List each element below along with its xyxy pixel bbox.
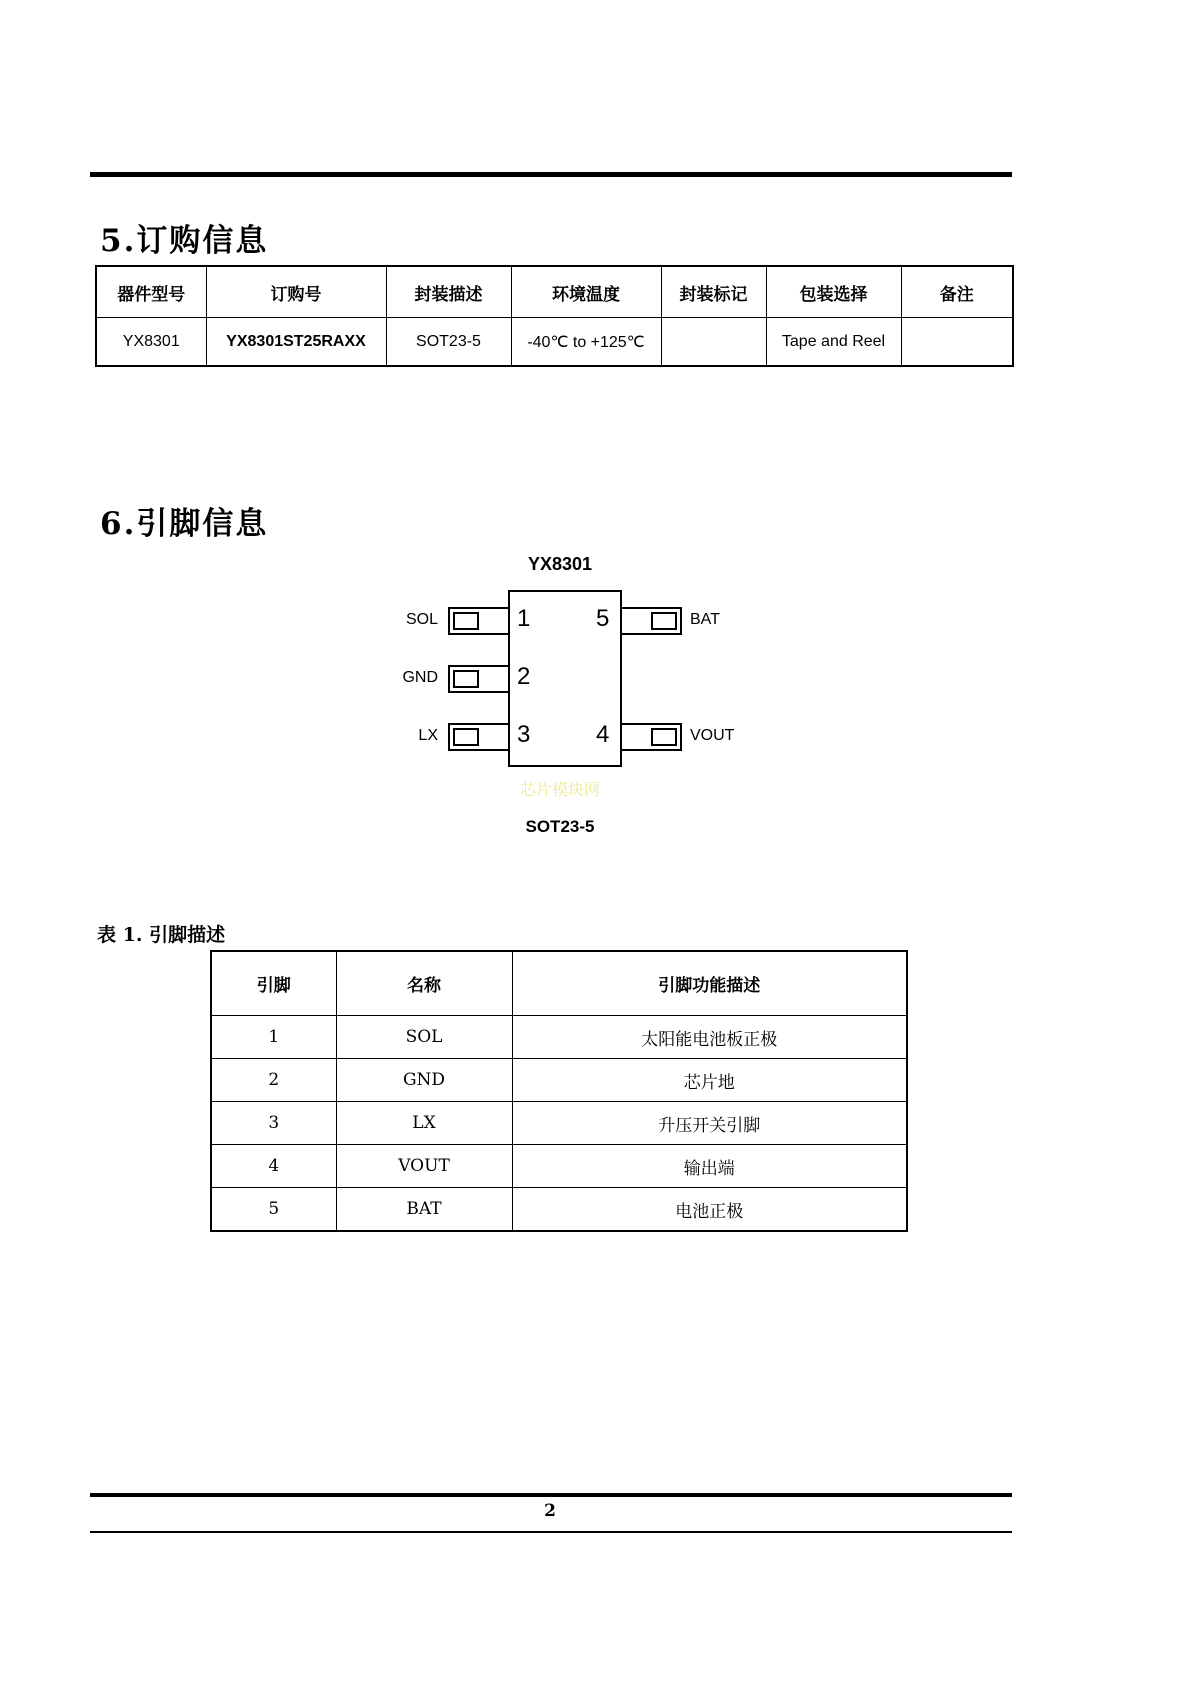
pin-5-lead-inner	[651, 612, 677, 630]
pin-2-number: 2	[517, 663, 531, 690]
cell-pin: 3	[211, 1102, 336, 1145]
pin-label-bat: BAT	[690, 611, 720, 628]
cell-name: GND	[336, 1059, 512, 1102]
table-row	[211, 1145, 907, 1188]
cell-packing-option: Tape and Reel	[766, 318, 901, 367]
col-header-function: 引脚功能描述	[512, 951, 907, 1016]
cell-package-mark	[661, 318, 766, 367]
ordering-info-table	[95, 265, 1014, 367]
cell-desc: 电池正极	[512, 1188, 907, 1232]
cell-ambient-temp: -40℃ to +125℃	[511, 318, 661, 367]
pin-table-caption: 表 1. 引脚描述	[97, 924, 226, 946]
footer-rule-top	[90, 1493, 1012, 1497]
col-header-remark: 备注	[901, 266, 1013, 318]
pin-3-number: 3	[517, 721, 531, 748]
cell-part-number: YX8301	[96, 318, 206, 367]
pin-3-lead	[448, 723, 510, 751]
cell-pin: 2	[211, 1059, 336, 1102]
cell-name: LX	[336, 1102, 512, 1145]
ordering-table-header-row	[96, 266, 1013, 318]
col-header-package-mark: 封装标记	[661, 266, 766, 318]
pin-description-table	[210, 950, 908, 1232]
pin-label-gnd: GND	[402, 669, 438, 686]
col-header-packing-option: 包装选择	[766, 266, 901, 318]
pin-label-sol: SOL	[405, 611, 438, 628]
col-header-part-number: 器件型号	[96, 266, 206, 318]
cell-desc: 输出端	[512, 1145, 907, 1188]
cell-desc: 太阳能电池板正极	[512, 1016, 907, 1059]
page-number: 2	[544, 1501, 556, 1521]
pin-1-lead	[448, 607, 510, 635]
pin-2-lead-inner	[453, 670, 479, 688]
pin-4-lead	[620, 723, 682, 751]
pin-4-number: 4	[596, 721, 610, 748]
cell-name: SOL	[336, 1016, 512, 1059]
section-5-title: 5.订购信息	[100, 223, 269, 259]
cell-pin: 5	[211, 1188, 336, 1232]
pin-table-header-row	[211, 951, 907, 1016]
footer-rule-bottom	[90, 1531, 1012, 1533]
cell-desc: 升压开关引脚	[512, 1102, 907, 1145]
table-row	[211, 1188, 907, 1232]
pin-5-lead	[620, 607, 682, 635]
cell-desc: 芯片地	[512, 1059, 907, 1102]
cell-name: BAT	[336, 1188, 512, 1232]
ordering-table-data-row	[96, 318, 1013, 367]
table-row	[211, 1059, 907, 1102]
col-header-name: 名称	[336, 951, 512, 1016]
cell-package-desc: SOT23-5	[386, 318, 511, 367]
cell-pin: 4	[211, 1145, 336, 1188]
cell-remark	[901, 318, 1013, 367]
pin-2-lead	[448, 665, 510, 693]
cell-pin: 1	[211, 1016, 336, 1059]
pin-1-number: 1	[517, 605, 531, 632]
col-header-ambient-temp: 环境温度	[511, 266, 661, 318]
table-row	[211, 1016, 907, 1059]
cell-order-number: YX8301ST25RAXX	[206, 318, 386, 367]
pin-5-number: 5	[596, 605, 610, 632]
pin-label-lx: LX	[418, 727, 438, 744]
section-6-title: 6.引脚信息	[100, 506, 269, 542]
chip-name-label: YX8301	[527, 554, 593, 574]
pin-3-lead-inner	[453, 728, 479, 746]
pin-4-lead-inner	[651, 728, 677, 746]
watermark-text: 芯片模块网	[519, 782, 600, 799]
col-header-pin: 引脚	[211, 951, 336, 1016]
col-header-order-number: 订购号	[206, 266, 386, 318]
table-row	[211, 1102, 907, 1145]
package-name-label: SOT23-5	[525, 817, 595, 836]
pin-1-lead-inner	[453, 612, 479, 630]
col-header-package-desc: 封装描述	[386, 266, 511, 318]
cell-name: VOUT	[336, 1145, 512, 1188]
top-rule	[90, 172, 1012, 177]
pin-label-vout: VOUT	[690, 727, 735, 744]
